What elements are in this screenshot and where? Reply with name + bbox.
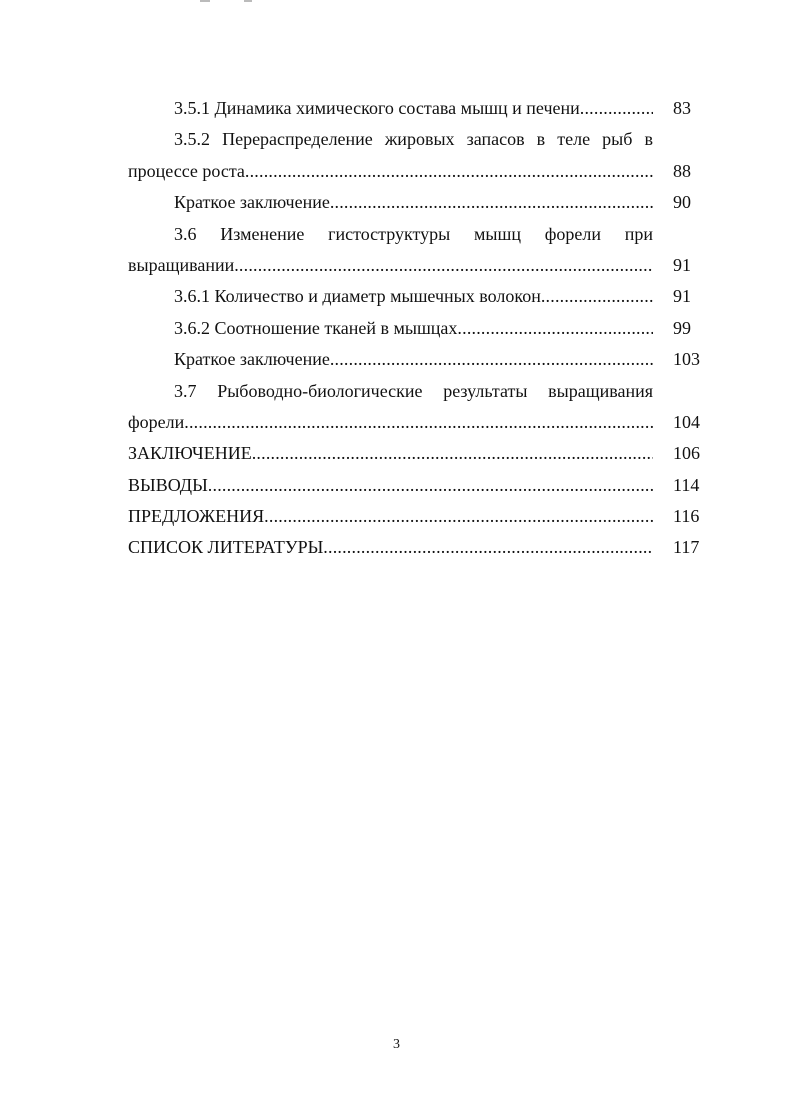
- toc-entry-label: Краткое заключение: [174, 349, 330, 370]
- toc-entry-label: 3.5.2 Перераспределение жировых запасов в теле рыб в: [174, 129, 653, 150]
- toc-entry-leader: [174, 313, 653, 344]
- scan-artifact: [244, 0, 252, 2]
- toc-entry-leader: [128, 407, 653, 438]
- toc-entry-page: 106: [673, 443, 700, 464]
- toc-entry-3-7-line1[interactable]: [128, 376, 704, 407]
- toc-entry-page: 116: [673, 506, 700, 527]
- toc-entry-leader: [128, 532, 653, 563]
- toc-entry-3-6-1[interactable]: [128, 281, 704, 312]
- toc-entry-page: 114: [673, 474, 700, 495]
- toc-entry-leader: [174, 93, 653, 124]
- toc-entry-page: 90: [673, 192, 691, 213]
- toc-entry-3-6-2[interactable]: [128, 313, 704, 344]
- toc-entry-page: 104: [673, 411, 700, 432]
- toc-entry-3-5-2-line1[interactable]: [128, 124, 704, 155]
- toc-entry-label: СПИСОК ЛИТЕРАТУРЫ: [128, 537, 324, 558]
- toc-entry-label: 3.5.1 Динамика химического состава мышц и печени: [174, 98, 580, 118]
- toc-entry-page: 99: [673, 317, 691, 338]
- toc-entry-label: ВЫВОДЫ: [128, 474, 208, 495]
- toc-entry-3-6-line2[interactable]: [128, 250, 704, 281]
- toc-entry-page: 103: [673, 349, 700, 370]
- toc-entry-leader: [128, 438, 653, 469]
- toc-entry-leader: [174, 281, 653, 312]
- toc-entry-label: форели: [128, 411, 185, 432]
- scan-artifact: [200, 0, 210, 2]
- toc-entry-page: 91: [673, 286, 691, 307]
- toc-entry-summary-2[interactable]: [128, 344, 704, 375]
- table-of-contents: [128, 93, 704, 564]
- toc-entry-findings[interactable]: [128, 470, 704, 501]
- toc-entry-3-5-1[interactable]: [128, 93, 704, 124]
- toc-entry-3-7-line2[interactable]: [128, 407, 704, 438]
- toc-entry-leader: [128, 470, 653, 501]
- toc-entry-page: 117: [673, 537, 700, 558]
- toc-entry-page: 88: [673, 160, 691, 181]
- toc-entry-page: 91: [673, 254, 691, 275]
- toc-entry-label: 3.6 Изменение гистоструктуры мышц форели при: [174, 223, 653, 244]
- toc-entry-conclusion[interactable]: [128, 438, 704, 469]
- toc-entry-leader: [174, 187, 653, 218]
- toc-entry-label: 3.7 Рыбоводно-биологические результаты выращивания: [174, 380, 653, 401]
- toc-entry-leader: [128, 501, 653, 532]
- toc-entry-references[interactable]: [128, 532, 704, 563]
- toc-entry-label: выращивании: [128, 254, 235, 275]
- toc-entry-leader: [174, 344, 653, 375]
- toc-entry-label: процессе роста: [128, 160, 245, 181]
- toc-entry-3-6-line1[interactable]: [128, 219, 704, 250]
- toc-entry-label: ЗАКЛЮЧЕНИЕ: [128, 443, 252, 464]
- toc-entry-label: Краткое заключение: [174, 192, 330, 213]
- toc-entry-label: 3.6.1 Количество и диаметр мышечных волокон: [174, 286, 541, 307]
- page-number: 3: [393, 1037, 400, 1052]
- toc-entry-proposals[interactable]: [128, 501, 704, 532]
- toc-entry-page: 83: [673, 98, 691, 118]
- toc-entry-label: ПРЕДЛОЖЕНИЯ: [128, 506, 265, 527]
- toc-entry-3-5-2-line2[interactable]: [128, 156, 704, 187]
- toc-entry-leader: [128, 156, 653, 187]
- toc-entry-leader: [128, 250, 653, 281]
- toc-entry-label: 3.6.2 Соотношение тканей в мышцах: [174, 317, 458, 338]
- toc-entry-summary-1[interactable]: [128, 187, 704, 218]
